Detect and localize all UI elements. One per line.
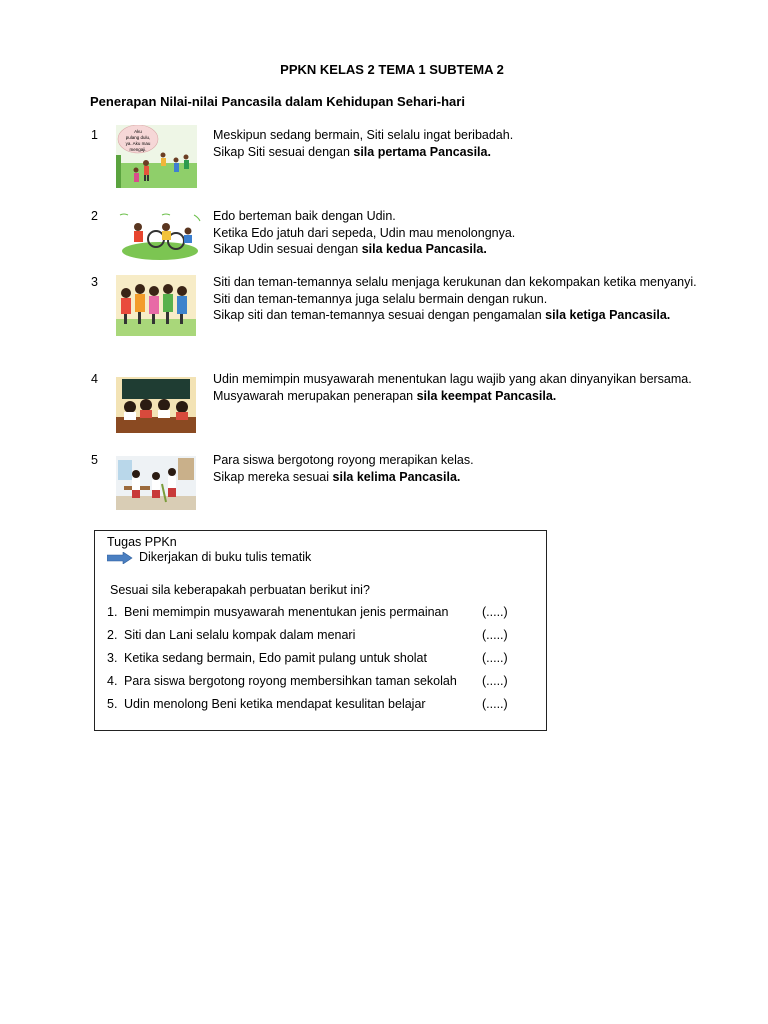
question-text: Siti dan Lani selalu kompak dalam menari bbox=[124, 628, 356, 642]
speech-bubble-line-2: pulang dulu, bbox=[125, 135, 151, 140]
item-3-number: 3 bbox=[91, 275, 98, 289]
task-question: Sesuai sila keberapakah perbuatan berikut ini? bbox=[110, 583, 370, 597]
item-3-line-1: Siti dan teman-temannya selalu menjaga kerukunan dan kekompakan ketika menyanyi. bbox=[213, 275, 697, 289]
item-1-line-1: Meskipun sedang bermain, Siti selalu ingat beribadah. bbox=[213, 128, 514, 142]
item-4-number: 4 bbox=[91, 372, 98, 386]
item-4-line-2: Musyawarah merupakan penerapan sila keempat Pancasila. bbox=[213, 388, 557, 403]
answer-blank: (.....) bbox=[482, 628, 508, 642]
answer-blank: (.....) bbox=[482, 605, 508, 619]
item-2-line-1: Edo berteman baik dengan Udin. bbox=[213, 209, 396, 223]
item-3-illustration bbox=[116, 275, 196, 336]
item-4-illustration bbox=[116, 377, 196, 433]
speech-bubble-line-4: mengaji. bbox=[129, 147, 147, 152]
question-number: 3. bbox=[107, 651, 118, 665]
question-text: Beni memimpin musyawarah menentukan jenis permainan bbox=[124, 605, 449, 619]
item-3-text bbox=[213, 274, 697, 324]
item-2-line-2: Ketika Edo jatuh dari sepeda, Udin mau menolongnya. bbox=[213, 225, 516, 240]
item-5-illustration bbox=[116, 456, 196, 510]
question-number: 2. bbox=[107, 628, 118, 642]
question-row bbox=[107, 605, 537, 625]
item-2-number: 2 bbox=[91, 209, 98, 223]
question-text: Para siswa bergotong royong membersihkan taman sekolah bbox=[124, 674, 457, 688]
item-3-line-3: Sikap siti dan teman-temannya sesuai dengan pengamalan sila ketiga Pancasila. bbox=[213, 308, 671, 322]
question-number: 5. bbox=[107, 697, 118, 711]
item-3-line-2: Siti dan teman-temannya juga selalu bermain dengan rukun. bbox=[213, 291, 548, 306]
question-row bbox=[107, 651, 537, 671]
question-row bbox=[107, 628, 537, 648]
question-number: 1. bbox=[107, 605, 118, 619]
answer-blank: (.....) bbox=[482, 651, 508, 665]
item-5-line-1: Para siswa bergotong royong merapikan kelas. bbox=[213, 453, 474, 467]
answer-blank: (.....) bbox=[482, 674, 508, 688]
item-2-line-3: Sikap Udin sesuai dengan sila kedua Pancasila. bbox=[213, 242, 487, 256]
task-heading: Tugas PPKn bbox=[107, 535, 177, 549]
item-1-illustration bbox=[116, 125, 197, 188]
document-subtitle: Penerapan Nilai-nilai Pancasila dalam Kehidupan Sehari-hari bbox=[90, 94, 465, 109]
question-text: Udin menolong Beni ketika mendapat kesulitan belajar bbox=[124, 697, 426, 711]
task-box bbox=[94, 530, 547, 731]
item-1-number: 1 bbox=[91, 128, 98, 142]
item-5-number: 5 bbox=[91, 453, 98, 467]
question-text: Ketika sedang bermain, Edo pamit pulang untuk sholat bbox=[124, 651, 427, 665]
item-2-text bbox=[213, 208, 515, 258]
speech-bubble-line-1: Aku bbox=[134, 129, 142, 134]
item-2-illustration bbox=[118, 211, 202, 261]
item-5-text bbox=[213, 452, 474, 485]
task-instruction: Dikerjakan di buku tulis tematik bbox=[139, 550, 312, 564]
item-4-line-1: Udin memimpin musyawarah menentukan lagu wajib yang akan dinyanyikan bersama. bbox=[213, 372, 692, 386]
question-row bbox=[107, 674, 537, 694]
item-4-text bbox=[213, 371, 692, 404]
speech-bubble-line-3: ya. Aku mau bbox=[125, 141, 151, 146]
arrow-right-icon bbox=[107, 552, 133, 567]
document-title: PPKN KELAS 2 TEMA 1 SUBTEMA 2 bbox=[280, 62, 504, 77]
item-5-line-2: Sikap mereka sesuai sila kelima Pancasila. bbox=[213, 469, 461, 484]
item-1-text bbox=[213, 127, 513, 160]
item-1-line-2: Sikap Siti sesuai dengan sila pertama Pancasila. bbox=[213, 144, 491, 159]
answer-blank: (.....) bbox=[482, 697, 508, 711]
question-number: 4. bbox=[107, 674, 118, 688]
question-row bbox=[107, 697, 537, 717]
